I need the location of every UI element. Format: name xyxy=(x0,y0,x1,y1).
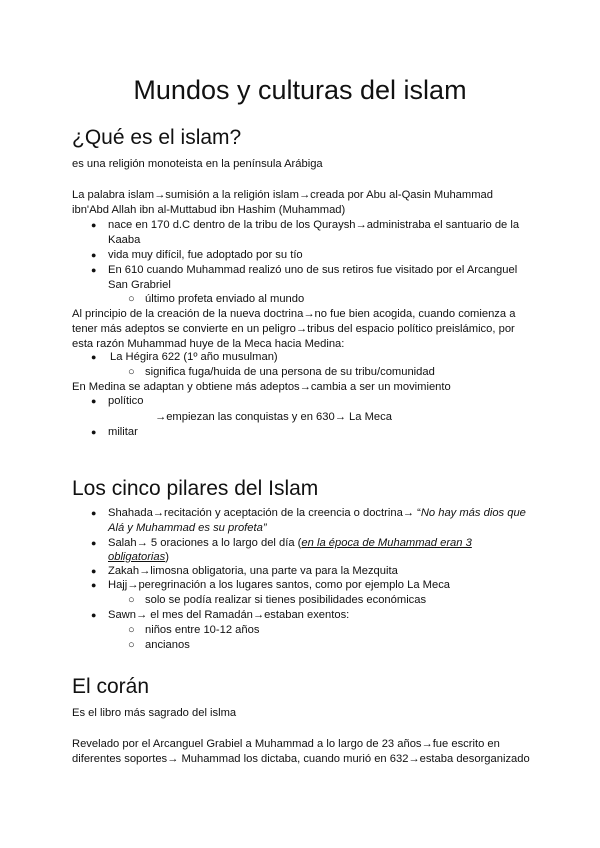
list-item: niños entre 10-12 años xyxy=(145,624,260,636)
list-item-hajj: Hajj→peregrinación a los lugares santos, como por ejemplo La Meca xyxy=(108,579,451,591)
bullet-icon: ● xyxy=(91,352,97,362)
list-item-shahada xyxy=(108,506,526,520)
list-item: San Grabriel xyxy=(108,279,171,291)
paragraph-line: En Medina se adaptan y obtiene más adeptos→cambia a ser un movimiento xyxy=(72,381,451,393)
bullet-icon: ● xyxy=(91,508,97,518)
list-item-zakah: Zakah→limosna obligatoria, una parte va para la Mezquita xyxy=(108,565,398,577)
list-item: militar xyxy=(108,426,138,438)
list-item: último profeta enviado al mundo xyxy=(145,293,305,305)
list-note: →empiezan las conquistas y en 630→ La Meca xyxy=(155,411,392,423)
list-item: ancianos xyxy=(145,639,190,651)
bullet-icon: ● xyxy=(91,580,97,590)
list-item: La Hégira 622 (1º año musulman) xyxy=(110,351,278,363)
bullet-icon: ● xyxy=(91,538,97,548)
sub-bullet-icon: ○ xyxy=(128,594,135,606)
list-item: Kaaba xyxy=(108,234,141,246)
shahada-quote-close: ” xyxy=(262,522,267,534)
bullet-icon: ● xyxy=(91,427,97,437)
paragraph-line: La palabra islam→sumisión a la religión islam→creada por Abu al-Qasin Muhammad xyxy=(72,189,493,201)
list-item: En 610 cuando Muhammad realizó uno de sus retiros fue visitado por el Arcanguel xyxy=(108,264,518,276)
shahada-text: Shahada→recitación y aceptación de la creencia o doctrina→ “ xyxy=(108,507,421,519)
list-item: nace en 170 d.C dentro de la tribu de los Quraysh→administraba el santuario de la xyxy=(108,219,520,231)
salah-note: obligatorias xyxy=(108,551,166,563)
bullet-icon: ● xyxy=(91,610,97,620)
document-title: Mundos y culturas del islam xyxy=(133,75,467,105)
list-item: solo se podía realizar si tienes posibilidades económicas xyxy=(145,594,427,606)
paragraph-line: diferentes soportes→ Muhammad los dictaba, cuando murió en 632→estaba desorganizado xyxy=(72,753,530,765)
salah-close: ) xyxy=(165,551,169,563)
shahada-quote: No hay más dios que xyxy=(420,507,526,519)
sub-bullet-icon: ○ xyxy=(128,293,135,305)
paragraph-line: Es el libro más sagrado del islma xyxy=(72,707,237,719)
list-item-salah xyxy=(108,536,472,550)
bullet-icon: ● xyxy=(91,220,97,230)
list-item-salah-cont xyxy=(108,550,169,564)
paragraph-line: esta razón Muhammad huye de la Meca hacia Medina: xyxy=(72,338,345,350)
shahada-quote: Alá y Muhammad es su profeta xyxy=(108,522,263,534)
list-item: significa fuga/huida de una persona de su tribu/comunidad xyxy=(145,366,435,378)
sub-bullet-icon: ○ xyxy=(128,639,135,651)
section-heading-el-coran: El corán xyxy=(72,675,150,698)
bullet-icon: ● xyxy=(91,250,97,260)
salah-note: en la época de Muhammad eran 3 xyxy=(301,537,472,549)
list-item: vida muy difícil, fue adoptado por su tío xyxy=(108,249,303,261)
section-heading-cinco-pilares: Los cinco pilares del Islam xyxy=(72,477,319,500)
sub-bullet-icon: ○ xyxy=(128,366,135,378)
paragraph-line: Revelado por el Arcanguel Grabiel a Muhammad a lo largo de 23 años→fue escrito en xyxy=(72,738,500,750)
bullet-icon: ● xyxy=(91,265,97,275)
bullet-icon: ● xyxy=(91,396,97,406)
list-item-sawn: Sawn→ el mes del Ramadán→estaban exentos: xyxy=(108,609,350,621)
paragraph-line: es una religión monoteista en la península Arábiga xyxy=(72,158,323,170)
sub-bullet-icon: ○ xyxy=(128,624,135,636)
bullet-icon: ● xyxy=(91,566,97,576)
paragraph-line: Al principio de la creación de la nueva doctrina→no fue bien acogida, cuando comienza a xyxy=(72,308,516,320)
salah-text: Salah→ 5 oraciones a lo largo del día ( xyxy=(108,537,302,549)
section-heading-que-es-el-islam: ¿Qué es el islam? xyxy=(72,126,242,149)
paragraph-line: tener más adeptos se convierte en un peligro→tribus del espacio político preislámico, por xyxy=(72,323,515,335)
paragraph-line: ibn'Abd Allah ibn al-Muttabud ibn Hashim (Muhammad) xyxy=(72,204,346,216)
list-item-shahada-cont xyxy=(108,521,267,535)
list-item: político xyxy=(108,395,144,407)
